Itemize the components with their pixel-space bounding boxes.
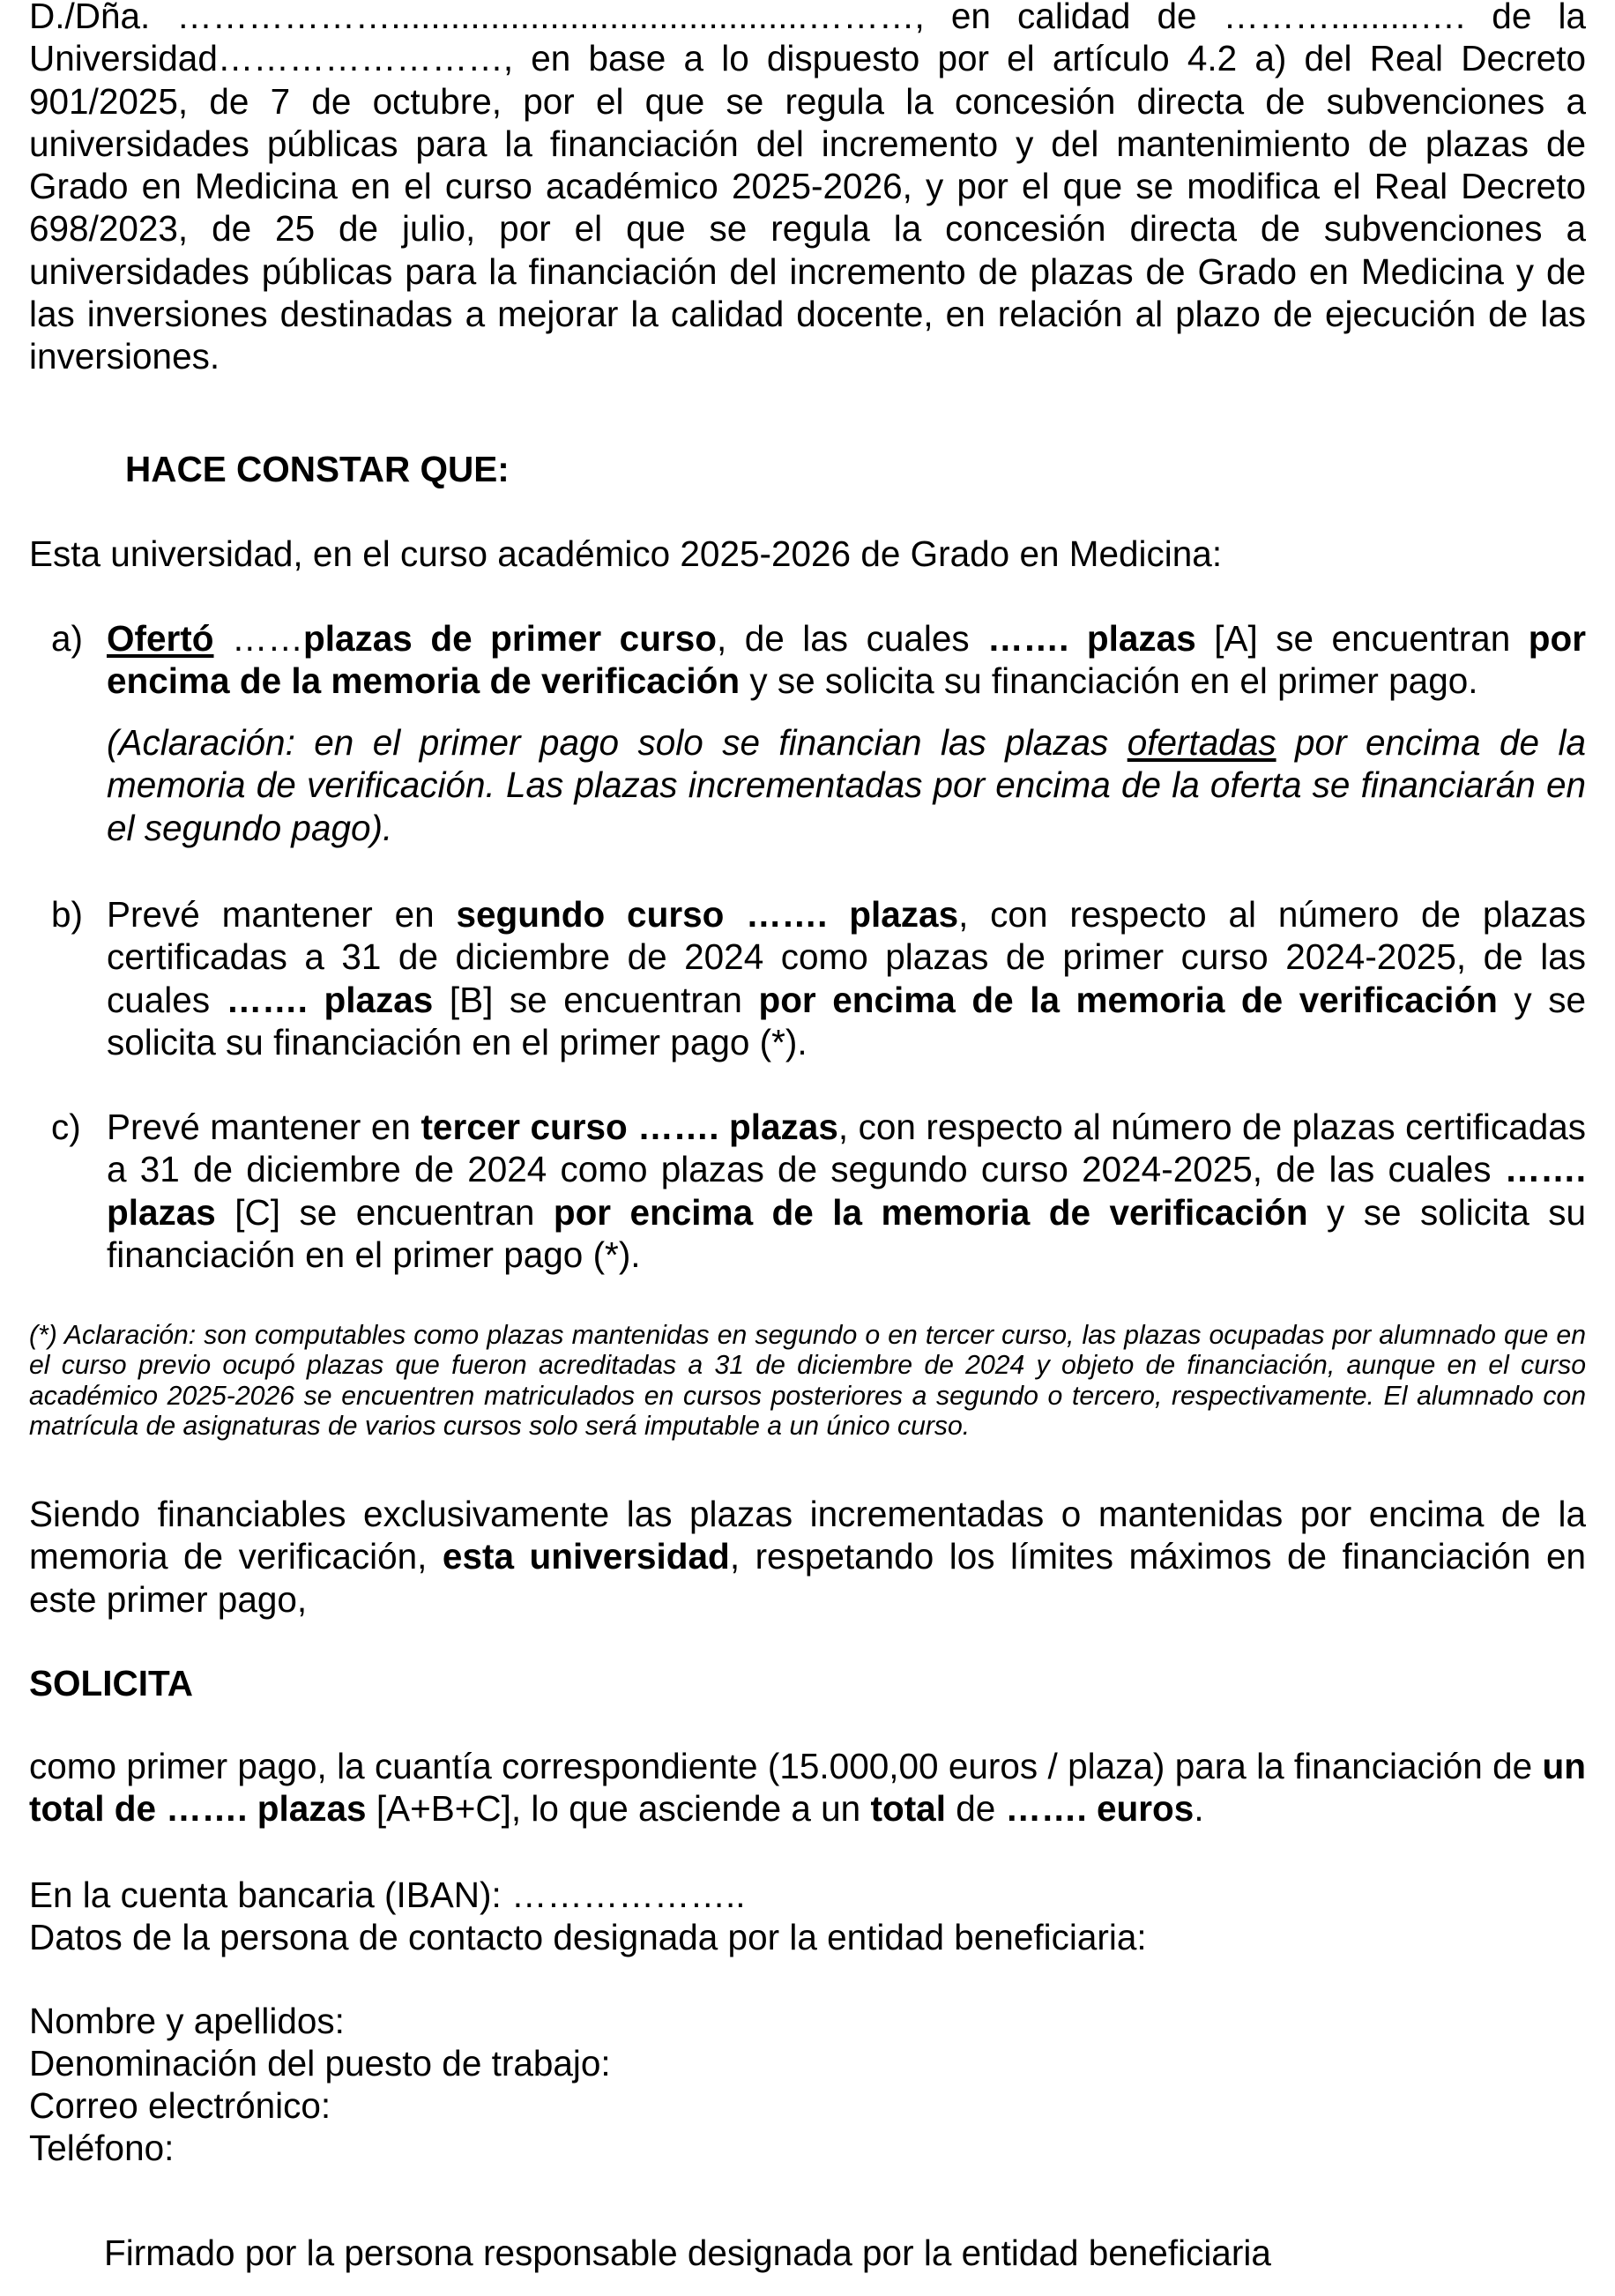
item-b	[51, 893, 1586, 1063]
field-telefono: Teléfono:	[29, 2128, 175, 2168]
field-puesto: Denominación del puesto de trabajo:	[29, 2043, 611, 2084]
field-nombre: Nombre y apellidos:	[29, 2001, 345, 2041]
item-a-text: Ofertó ……plazas de primer curso, de las cuales ……. plazas [A] se encuentran por encima de la memoria de verificación y se solicita su financiación en el primer pago.	[107, 618, 1586, 702]
item-a	[51, 617, 1586, 703]
footnote-aclaracion: (*) Aclaración: son computables como plazas mantenidas en segundo o en tercer curso, las plazas ocupadas por alumnado que en el curso previo ocupó plazas que fueron acreditadas a 31 de diciembre de 2024 y objeto de financiación, aunque en el curso académico 2025-2026 se encuentren matriculados en cursos posteriores a segundo o tercero, respectivamente. El alumnado con matrícula de asignaturas de varios cursos solo será imputable a un único curso.	[29, 1321, 1586, 1442]
contacto-text: Datos de la persona de contacto designada por la entidad beneficiaria:	[29, 1917, 1147, 1957]
financiables-paragraph: Siendo financiables exclusivamente las plazas incrementadas o mantenidas por encima de la memoria de verificación, esta universidad, respetando los límites máximos de financiación en este primer pago,	[29, 1494, 1587, 1620]
item-c	[51, 1106, 1586, 1276]
ofertó-word: Ofertó	[107, 618, 214, 659]
primer-pago-paragraph: como primer pago, la cuantía correspondiente (15.000,00 euros / plaza) para la financiación de un total de ……. plazas [A+B+C], lo que asciende a un total de ……. euros.	[29, 1746, 1586, 1830]
firmado-text: Firmado por la persona responsable designada por la entidad beneficiaria	[104, 2233, 1271, 2273]
item-b-text: Prevé mantener en segundo curso ……. plazas, con respecto al número de plazas certificadas a 31 de diciembre de 2024 como plazas de primer curso 2024-2025, de las cuales ……. plazas [B] se encuentran por encima de la memoria de verificación y se solicita su financiación en el primer pago (*).	[107, 894, 1586, 1062]
field-correo: Correo electrónico:	[29, 2085, 331, 2126]
intro-paragraph: D./Dña. ………………..........................................………, en calidad de ……….........…. de la Universidad……………………, en base a lo dispuesto por el artículo 4.2 a) del Real Decreto 901/2025, de 7 de octubre, por el que se regula la concesión directa de subvenciones a universidades públicas para la financiación del incremento y del mantenimiento de plazas de Grado en Medicina en el curso académico 2025-2026, y por el que se modifica el Real Decreto 698/2023, de 25 de julio, por el que se regula la concesión directa de subvenciones a universidades públicas para la financiación del incremento de plazas de Grado en Medicina y de las inversiones destinadas a mejorar la calidad docente, en relación al plazo de ejecución de las inversiones.	[29, 0, 1586, 377]
item-a-label: a)	[51, 618, 84, 659]
solicita-heading: SOLICITA	[29, 1663, 193, 1703]
hace-constar-heading: HACE CONSTAR QUE:	[125, 449, 510, 489]
esta-universidad-text: Esta universidad, en el curso académico 2025-2026 de Grado en Medicina:	[29, 533, 1223, 574]
clarification-a: (Aclaración: en el primer pago solo se financian las plazas ofertadas por encima de la memoria de verificación. Las plazas incrementadas por encima de la oferta se financiarán en el segundo pago).	[107, 722, 1587, 848]
item-c-label: c)	[51, 1107, 81, 1147]
item-c-text: Prevé mantener en tercer curso ……. plazas, con respecto al número de plazas certificadas a 31 de diciembre de 2024 como plazas de segundo curso 2024-2025, de las cuales ……. plazas [C] se encuentran por encima de la memoria de verificación y se solicita su financiación en el primer pago (*).	[107, 1107, 1586, 1275]
iban-field: En la cuenta bancaria (IBAN): ………………..	[29, 1875, 746, 1915]
item-b-label: b)	[51, 894, 84, 935]
